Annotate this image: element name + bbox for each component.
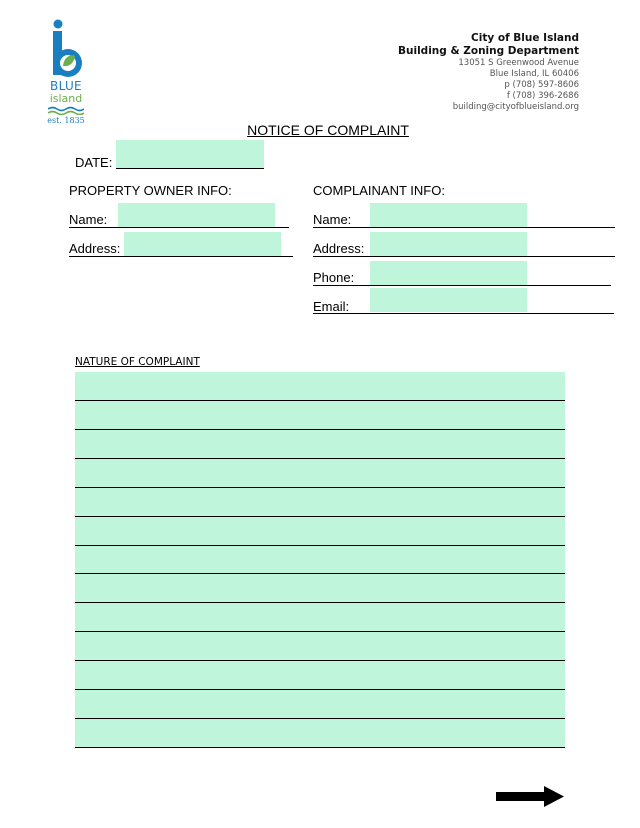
nature-line xyxy=(75,747,565,748)
nature-line xyxy=(75,689,565,690)
complainant-address-field[interactable] xyxy=(370,232,527,256)
complainant-email-underline xyxy=(313,313,614,314)
nature-heading: NATURE OF COMPLAINT xyxy=(75,356,200,368)
logo-established: est. 1835 xyxy=(47,116,85,125)
owner-address-label: Address: xyxy=(69,241,121,256)
phone-number: p (708) 597-8606 xyxy=(504,80,579,90)
date-field[interactable] xyxy=(116,140,264,168)
logo-name-top: BLUE xyxy=(50,79,82,93)
complainant-email-label: Email: xyxy=(313,299,350,314)
owner-address-field[interactable] xyxy=(124,232,281,256)
nature-line xyxy=(75,660,565,661)
org-name: City of Blue Island xyxy=(471,32,579,44)
complainant-heading: COMPLAINANT INFO: xyxy=(313,183,445,198)
water-waves-icon xyxy=(48,106,84,115)
complainant-email-field[interactable] xyxy=(370,288,527,312)
complainant-phone-label: Phone: xyxy=(313,270,355,285)
complainant-phone-field[interactable] xyxy=(370,261,527,285)
nature-line xyxy=(75,487,565,488)
owner-name-underline xyxy=(69,227,289,228)
department-name: Building & Zoning Department xyxy=(398,45,579,57)
complainant-name-label: Name: xyxy=(313,212,352,227)
nature-line xyxy=(75,631,565,632)
complainant-phone-underline xyxy=(313,285,611,286)
form-title: NOTICE OF COMPLAINT xyxy=(247,122,409,138)
nature-text-area[interactable] xyxy=(75,372,565,748)
city-state-zip: Blue Island, IL 60406 xyxy=(489,69,579,79)
contact-email: building@cityofblueisland.org xyxy=(452,102,579,112)
nature-line xyxy=(75,573,565,574)
nature-line xyxy=(75,602,565,603)
fax-number: f (708) 396-2686 xyxy=(506,91,579,101)
owner-heading: PROPERTY OWNER INFO: xyxy=(69,183,232,198)
complainant-name-underline xyxy=(313,227,615,228)
nature-line xyxy=(75,458,565,459)
owner-name-field[interactable] xyxy=(118,203,275,227)
nature-line xyxy=(75,400,565,401)
nature-line xyxy=(75,429,565,430)
right-arrow-icon[interactable] xyxy=(496,786,564,807)
nature-line xyxy=(75,516,565,517)
date-underline xyxy=(116,168,264,169)
owner-address-underline xyxy=(69,256,293,257)
complainant-address-underline xyxy=(313,256,615,257)
date-label: DATE: xyxy=(75,155,113,170)
department-header xyxy=(398,32,579,113)
logo-mark-icon xyxy=(44,18,88,80)
street-address: 13051 S Greenwood Avenue xyxy=(458,58,579,68)
logo-name-bottom: island xyxy=(49,92,83,105)
complainant-name-field[interactable] xyxy=(370,203,527,227)
nature-line xyxy=(75,718,565,719)
complainant-address-label: Address: xyxy=(313,241,365,256)
nature-line xyxy=(75,545,565,546)
blue-island-logo xyxy=(44,18,88,128)
owner-name-label: Name: xyxy=(69,212,108,227)
